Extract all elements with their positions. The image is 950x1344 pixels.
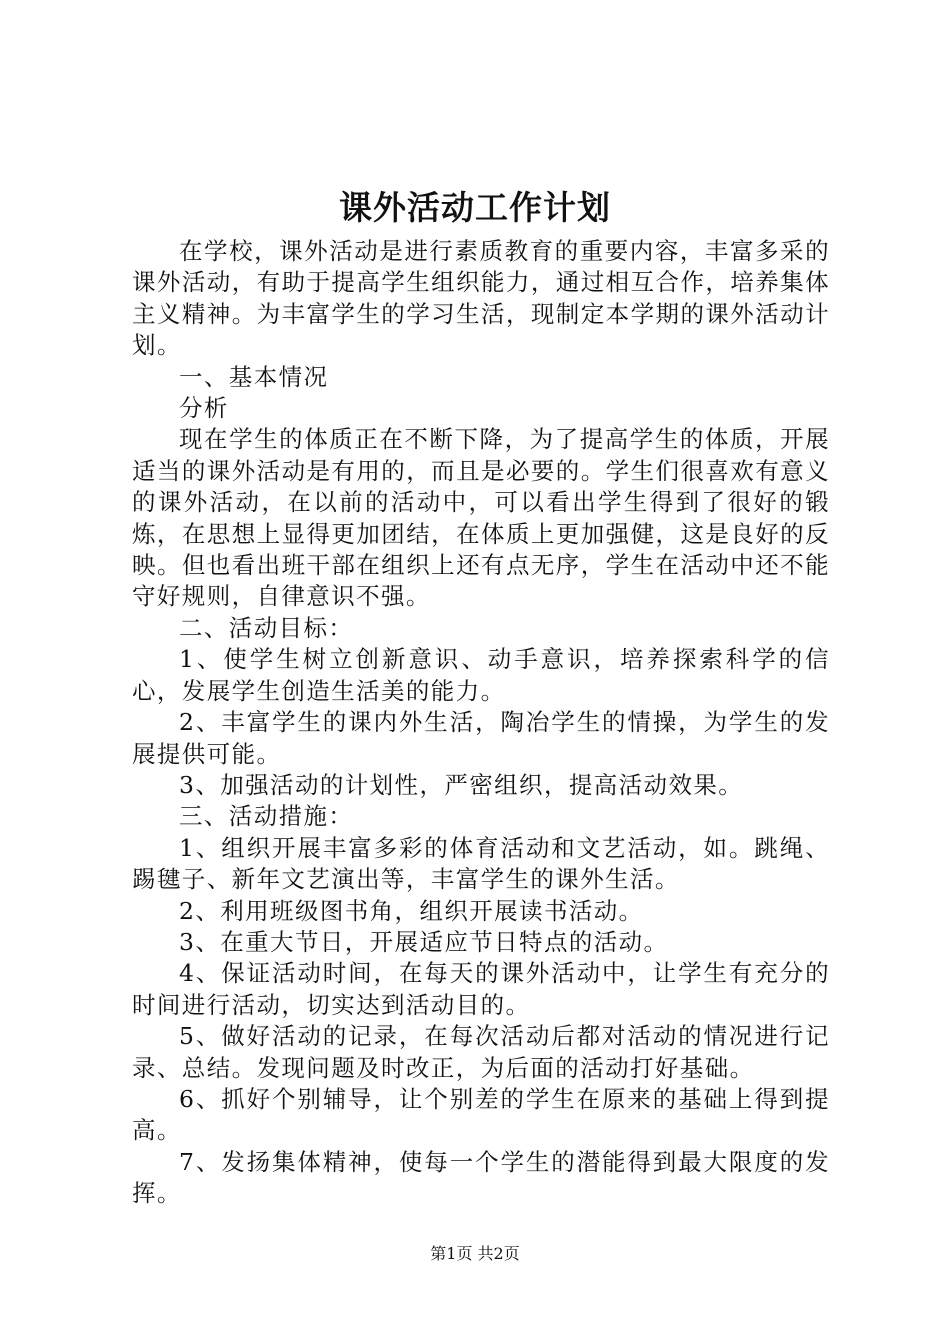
intro-paragraph: 在学校，课外活动是进行素质教育的重要内容，丰富多采的课外活动，有助于提高学生组织能力，通过相互合作，培养集体主义精神。为丰富学生的学习生活，现制定本学期的课外活动计划。 bbox=[132, 237, 830, 360]
page-number-footer: 第1页 共2页 bbox=[430, 1244, 520, 1263]
section-subheading-analysis: 分析 bbox=[179, 394, 229, 423]
measure-item: 4、保证活动时间，在每天的课外活动中，让学生有充分的时间进行活动，切实达到活动目的。 bbox=[132, 959, 830, 1019]
goal-item: 2、丰富学生的课内外生活，陶冶学生的情操，为学生的发展提供可能。 bbox=[132, 708, 830, 768]
section-heading-basic: 一、基本情况 bbox=[179, 362, 329, 391]
document-body bbox=[132, 236, 830, 1210]
analysis-paragraph: 现在学生的体质正在不断下降，为了提高学生的体质，开展适当的课外活动是有用的，而且是必要的。学生们很喜欢有意义的课外活动，在以前的活动中，可以看出学生得到了很好的锻炼，在思想上显得更加团结，在体质上更加强健，这是良好的反映。但也看出班干部在组织上还有点无序，学生在活动中还不能守好规则，自律意识不强。 bbox=[132, 425, 830, 611]
document-title: 课外活动工作计划 bbox=[339, 188, 611, 227]
goal-item: 1、使学生树立创新意识、动手意识，培养探索科学的信心，发展学生创造生活美的能力。 bbox=[132, 645, 830, 705]
measure-item: 7、发扬集体精神，使每一个学生的潜能得到最大限度的发挥。 bbox=[132, 1147, 830, 1208]
goal-item: 3、加强活动的计划性，严密组织，提高活动效果。 bbox=[179, 770, 744, 799]
measure-item: 5、做好活动的记录，在每次活动后都对活动的情况进行记录、总结。发现问题及时改正，为后面的活动打好基础。 bbox=[132, 1022, 830, 1082]
section-heading-measures: 三、活动措施： bbox=[179, 802, 354, 831]
measure-item: 2、利用班级图书角，组织开展读书活动。 bbox=[179, 896, 644, 925]
measure-item: 3、在重大节日，开展适应节日特点的活动。 bbox=[179, 927, 669, 956]
measure-item: 6、抓好个别辅导，让个别差的学生在原来的基础上得到提高。 bbox=[132, 1084, 830, 1145]
section-heading-goals: 二、活动目标： bbox=[179, 613, 354, 642]
measure-item: 1、组织开展丰富多彩的体育活动和文艺活动，如。跳绳、踢毽子、新年文艺演出等，丰富学生的课外生活。 bbox=[132, 833, 830, 894]
